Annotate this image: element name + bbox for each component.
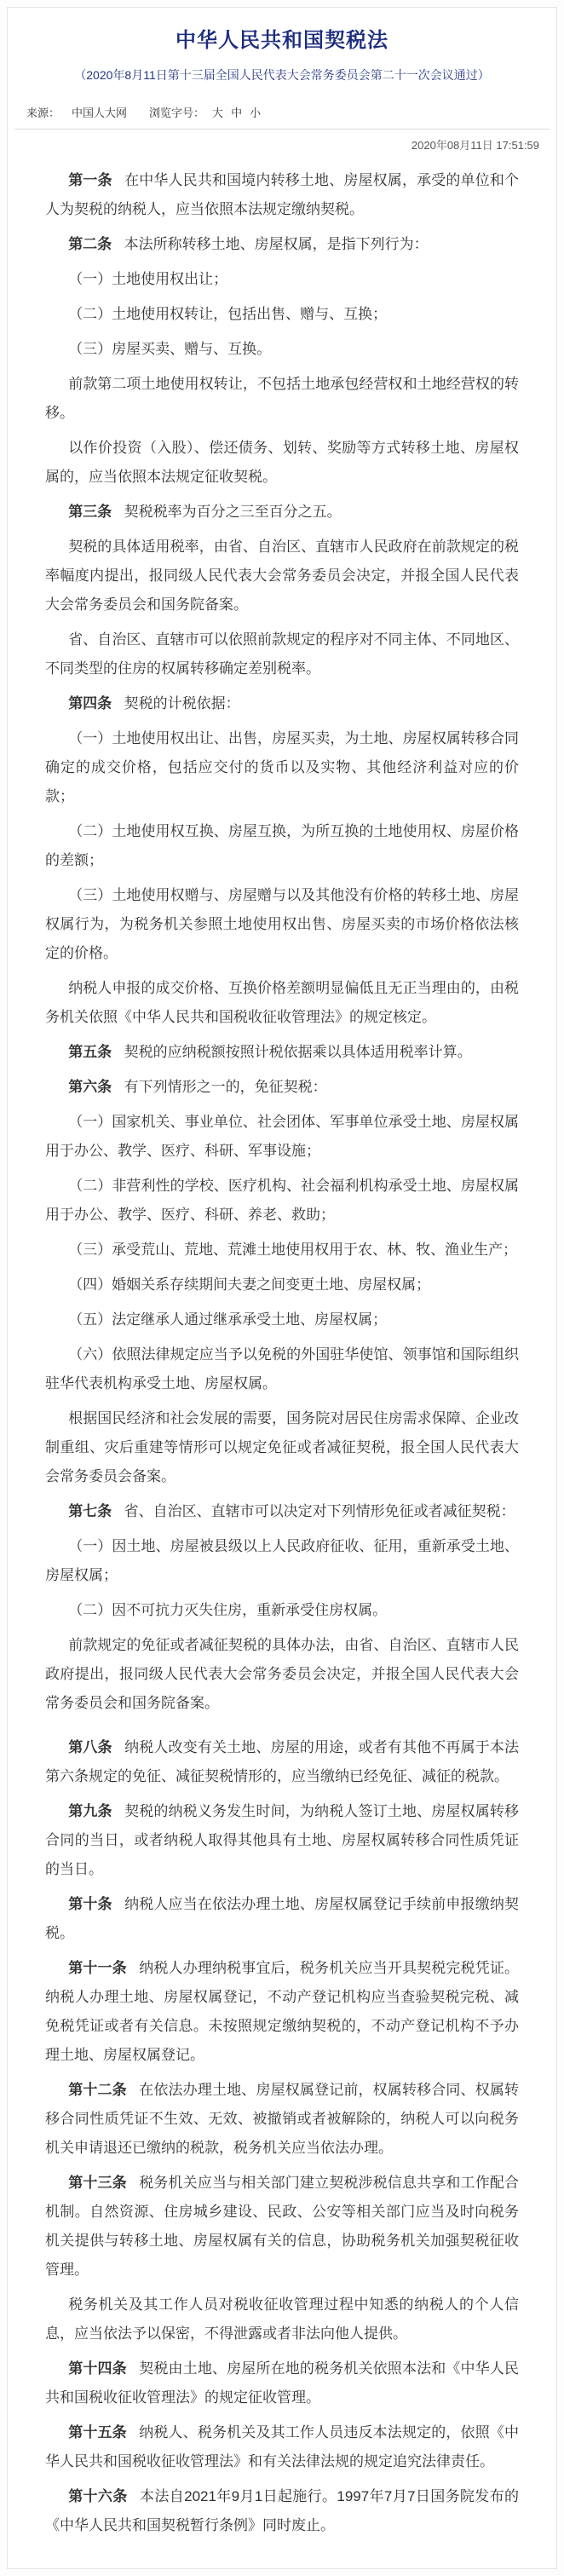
article-label: 第四条 <box>68 695 112 712</box>
article-label: 第三条 <box>68 504 112 520</box>
article-text: （二）非营利性的学校、医疗机构、社会福利机构承受土地、房屋权属用于办公、教学、医疗、科研、养老、救助； <box>45 1178 519 1223</box>
article-paragraph <box>45 1038 519 1067</box>
article-text: 契税的纳税义务发生时间，为纳税人签订土地、房屋权属转移合同的当日，或者纳税人取得其他具有土地、房屋权属转移合同性质凭证的当日。 <box>45 1803 519 1877</box>
meta-row <box>8 104 556 129</box>
article-text: （一）土地使用权出让； <box>68 271 228 287</box>
article-text: 在中华人民共和国境内转移土地、房屋权属，承受的单位和个人为契税的纳税人，应当依照本法规定缴纳契税。 <box>45 172 519 217</box>
article-paragraph <box>45 625 519 683</box>
article-text: 纳税人、税务机关及其工作人员违反本法规定的，依照《中华人民共和国税收征收管理法》和有关法律法规的规定追究法律责任。 <box>45 2424 520 2469</box>
article-text: 纳税人应当在依法办理土地、房屋权属登记手续前申报缴纳契税。 <box>45 1896 519 1941</box>
article-paragraph <box>45 817 519 875</box>
article-label: 第十三条 <box>68 2175 127 2191</box>
article-text: （三）承受荒山、荒地、荒滩土地使用权用于农、林、牧、渔业生产； <box>68 1242 518 1258</box>
fontsize-link-medium[interactable]: 中 <box>231 107 243 119</box>
article-paragraph <box>45 166 519 224</box>
article-paragraph <box>45 2418 519 2476</box>
article-text: 省、自治区、直辖市可以决定对下列情形免征或者减征契税： <box>124 1503 515 1519</box>
article-paragraph <box>45 498 519 527</box>
article-label: 第二条 <box>68 236 112 252</box>
fontsize-label: 浏览字号： <box>149 107 205 119</box>
article-paragraph <box>45 1305 519 1334</box>
article-label: 第十四条 <box>68 2360 127 2377</box>
article-paragraph <box>45 1596 519 1625</box>
article-paragraph <box>45 434 519 492</box>
article-text: 契税的计税依据： <box>124 695 240 712</box>
article-paragraph <box>45 265 519 294</box>
article-text: 契税的具体适用税率，由省、自治区、直辖市人民政府在前款规定的税率幅度内提出，报同级人民代表大会常务委员会决定，并报全国人民代表大会常务委员会和国务院备案。 <box>45 539 519 613</box>
article-text: （一）因土地、房屋被县级以上人民政府征收、征用，重新承受土地、房屋权属； <box>45 1538 519 1583</box>
article-paragraph <box>45 881 519 968</box>
article-paragraph <box>45 533 519 620</box>
article-paragraph <box>45 2169 519 2285</box>
article-text: 纳税人办理纳税事宜后，税务机关应当开具契税完税凭证。纳税人办理土地、房屋权属登记，不动产登记机构应当查验契税完税、减免税凭证或者有关信息。未按照规定缴纳契税的，不动产登记机构不予办理土地、房屋权属登记。 <box>45 1960 520 2063</box>
article-text: 在依法办理土地、房屋权属登记前，权属转移合同、权属转移合同性质凭证不生效、无效、被撤销或者被解除的，纳税人可以向税务机关申请退还已缴纳的税款，税务机关应当依法办理。 <box>45 2082 520 2156</box>
article-text: 税务机关应当与相关部门建立契税涉税信息共享和工作配合机制。自然资源、住房城乡建设、民政、公安等相关部门应当及时向税务机关提供与转移土地、房屋权属有关的信息，协助税务机关加强契税征收管理。 <box>45 2175 520 2278</box>
article-text: 有下列情形之一的，免征契税： <box>124 1079 327 1095</box>
article-paragraph <box>45 1954 519 2070</box>
article-text: 前款第二项土地使用权转让，不包括土地承包经营权和土地经营权的转移。 <box>45 376 519 421</box>
article-paragraph <box>45 1073 519 1102</box>
article-paragraph <box>45 1890 519 1948</box>
article-text: （四）婚姻关系存续期间夫妻之间变更土地、房屋权属； <box>68 1276 431 1293</box>
publish-datetime: 2020年08月11日 17:51:59 <box>411 139 539 152</box>
article-paragraph <box>45 724 519 811</box>
article-text: 前款规定的免征或者减征契税的具体办法，由省、自治区、直辖市人民政府提出，报同级人民代表大会常务委员会决定，并报全国人民代表大会常务委员会和国务院备案。 <box>45 1637 519 1711</box>
article-paragraph <box>45 1733 519 1791</box>
article-paragraph <box>45 1631 519 1718</box>
article-paragraph <box>45 1797 519 1884</box>
article-label: 第九条 <box>68 1803 112 1819</box>
article-paragraph <box>45 1271 519 1300</box>
article-paragraph <box>45 230 519 259</box>
article-text: （一）国家机关、事业单位、社会团体、军事单位承受土地、房屋权属用于办公、教学、医疗、科研、军事设施； <box>45 1114 519 1159</box>
article-text: 契税的应纳税额按照计税依据乘以具体适用税率计算。 <box>124 1044 472 1060</box>
article-text: 契税税率为百分之三至百分之五。 <box>124 504 342 520</box>
article-text: 契税由土地、房屋所在地的税务机关依照本法和《中华人民共和国税收征收管理法》的规定征收管理。 <box>45 2360 520 2406</box>
article-text: （二）土地使用权转让，包括出售、赠与、互换； <box>68 306 388 322</box>
article-label: 第七条 <box>68 1503 112 1519</box>
article-paragraph <box>45 300 519 329</box>
article-paragraph <box>45 2482 519 2540</box>
source-label: 来源： <box>26 107 60 119</box>
article-paragraph <box>45 689 519 718</box>
article-paragraph <box>45 1497 519 1526</box>
article-label: 第六条 <box>68 1079 112 1095</box>
article-paragraph <box>45 1236 519 1265</box>
article-label: 第十六条 <box>68 2488 128 2504</box>
article-text: 纳税人申报的成交价格、互换价格差额明显偏低且无正当理由的，由税务机关依照《中华人民共和国税收征收管理法》的规定核定。 <box>45 980 519 1025</box>
article-paragraph <box>45 1532 519 1590</box>
article-paragraph <box>45 1108 519 1166</box>
page-title: 中华人民共和国契税法 <box>176 29 388 52</box>
article-label: 第一条 <box>68 172 112 188</box>
article-text: （三）土地使用权赠与、房屋赠与以及其他没有价格的转移土地、房屋权属行为，为税务机关参照土地使用权出售、房屋买卖的市场价格依法核定的价格。 <box>45 887 519 961</box>
article-paragraph <box>45 370 519 428</box>
article-text: 纳税人改变有关土地、房屋的用途，或者有其他不再属于本法第六条规定的免征、减征契税情形的，应当缴纳已经免征、减征的税款。 <box>45 1739 519 1784</box>
article-text: 本法自2021年9月1日起施行。1997年7月7日国务院发布的《中华人民共和国契税暂行条例》同时废止。 <box>45 2488 519 2533</box>
article-text: （二）土地使用权互换、房屋互换，为所互换的土地使用权、房屋价格的差额； <box>45 823 519 868</box>
document-panel <box>7 7 557 2569</box>
article-text: 省、自治区、直辖市可以依照前款规定的程序对不同主体、不同地区、不同类型的住房的权属转移确定差别税率。 <box>45 631 519 677</box>
article-paragraph <box>45 2354 519 2412</box>
article-paragraph <box>45 1340 519 1398</box>
article-label: 第十二条 <box>68 2082 127 2098</box>
article-text: 本法所称转移土地、房屋权属，是指下列行为： <box>124 236 429 252</box>
article-text: （二）因不可抗力灭失住房，重新承受住房权属。 <box>68 1602 388 1618</box>
article-text: （五）法定继承人通过继承承受土地、房屋权属； <box>68 1311 388 1328</box>
fontsize-link-large[interactable]: 大 <box>212 107 224 119</box>
article-label: 第十五条 <box>68 2424 127 2441</box>
article-body <box>8 153 556 2540</box>
article-text: （一）土地使用权出让、出售，房屋买卖，为土地、房屋权属转移合同确定的成交价格，包括应交付的货币以及实物、其他经济利益对应的价款； <box>45 730 519 804</box>
article-label: 第十条 <box>68 1896 112 1912</box>
article-text: 以作价投资（入股）、偿还债务、划转、奖励等方式转移土地、房屋权属的，应当依照本法规定征收契税。 <box>45 440 519 485</box>
fontsize-link-small[interactable]: 小 <box>250 107 262 119</box>
article-paragraph <box>45 1172 519 1230</box>
article-label: 第八条 <box>68 1739 112 1755</box>
source-value: 中国人大网 <box>72 107 128 119</box>
article-paragraph <box>45 2076 519 2163</box>
article-label: 第十一条 <box>68 1960 127 1976</box>
article-text: 根据国民经济和社会发展的需要，国务院对居民住房需求保障、企业改制重组、灾后重建等情形可以规定免征或者减征契税，报全国人民代表大会常务委员会备案。 <box>45 1410 519 1484</box>
document-header <box>8 8 556 84</box>
article-text: 税务机关及其工作人员对税收征收管理过程中知悉的纳税人的个人信息，应当依法予以保密，不得泄露或者非法向他人提供。 <box>45 2297 519 2342</box>
article-text: （三）房屋买卖、赠与、互换。 <box>68 341 272 357</box>
article-paragraph <box>45 2291 519 2348</box>
article-paragraph <box>45 974 519 1032</box>
article-paragraph <box>45 335 519 364</box>
page-subtitle: （2020年8月11日第十三届全国人民代表大会常务委员会第二十一次会议通过） <box>74 68 490 82</box>
article-label: 第五条 <box>68 1044 112 1060</box>
article-text: （六）依照法律规定应当予以免税的外国驻华使馆、领事馆和国际组织驻华代表机构承受土地、房屋权属。 <box>45 1346 519 1392</box>
article-paragraph <box>45 1404 519 1491</box>
